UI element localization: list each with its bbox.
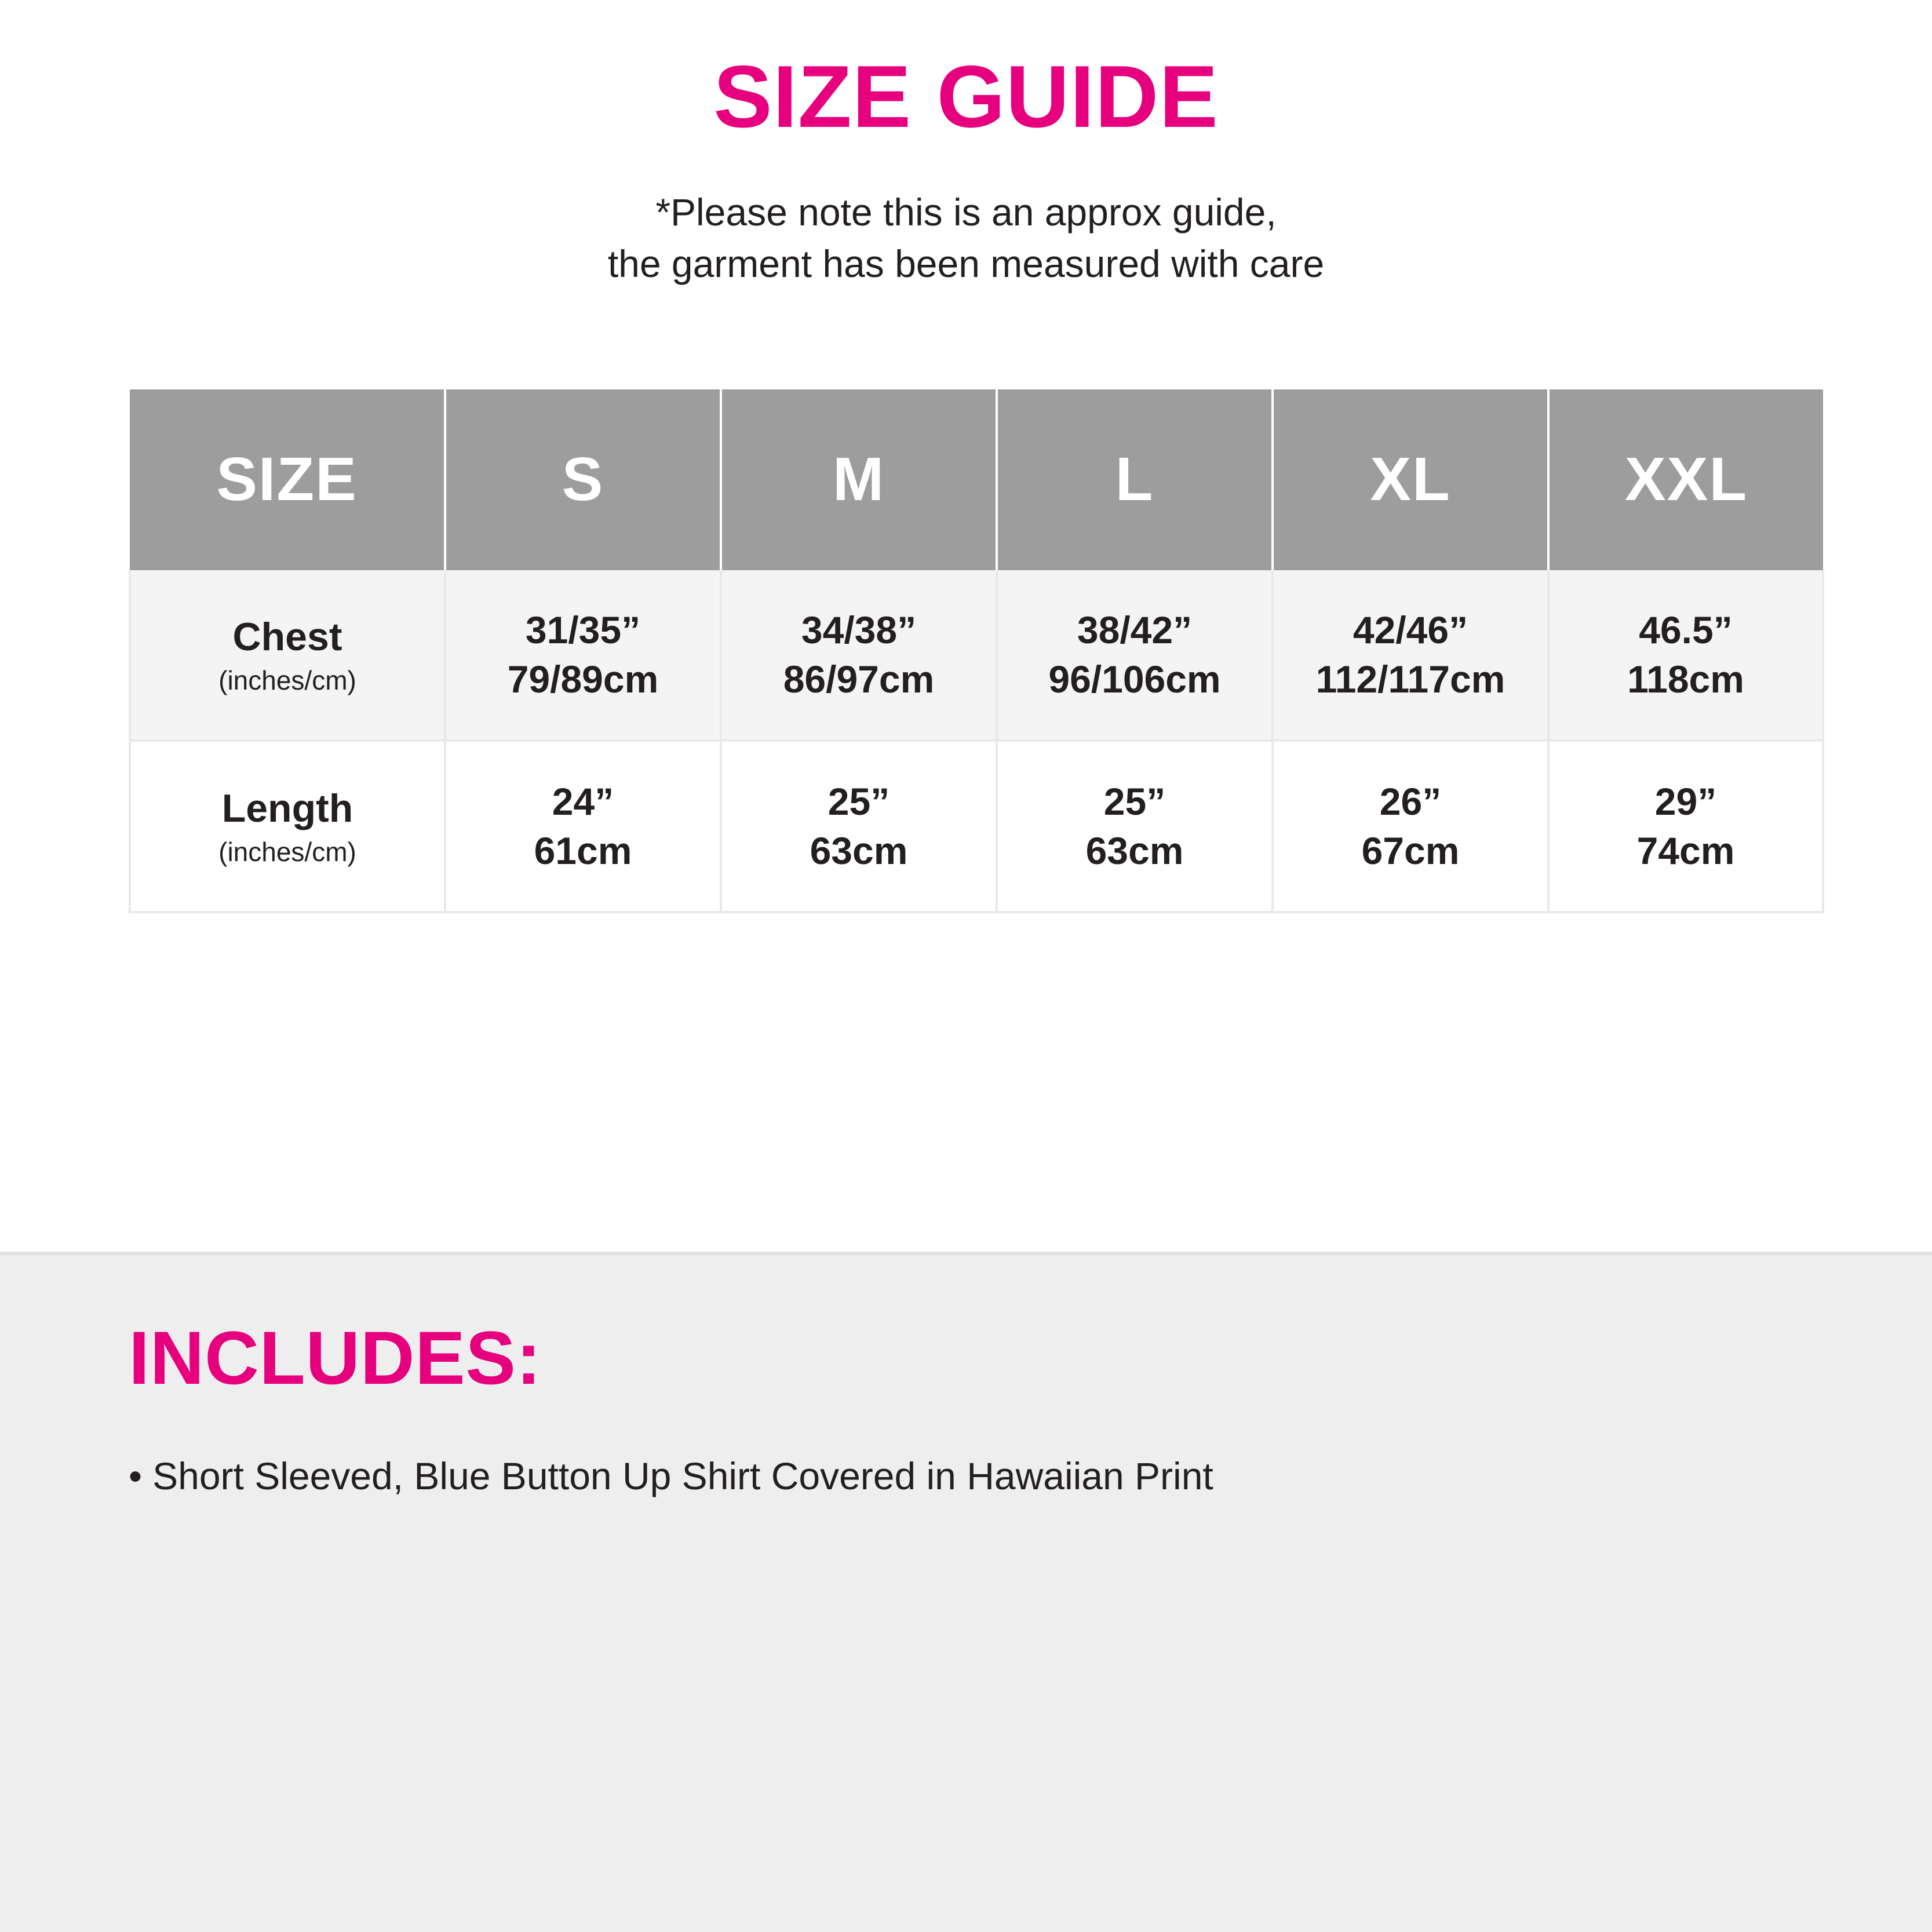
cell-length-xxl [1548,741,1823,912]
note-line-1: *Please note this is an approx guide, [655,190,1277,234]
cell-length-xl [1273,741,1548,912]
cell-chest-m [721,570,997,741]
row-label-length-main: Length [221,786,353,830]
row-label-chest-main: Chest [232,614,342,659]
cell-chest-s [445,570,721,741]
approx-guide-note [0,187,1932,290]
includes-section [0,1252,1932,1932]
cell-length-xl-cm: 67cm [1361,829,1460,872]
row-label-chest-units: (inches/cm) [218,665,356,695]
cell-chest-xxl-inches: 46.5” [1639,608,1733,652]
row-label-length-units: (inches/cm) [218,836,356,867]
column-header-xl: XL [1273,389,1548,570]
column-header-size: SIZE [130,389,445,570]
cell-length-xl-inches: 26” [1379,780,1442,823]
includes-title: INCLUDES: [129,1315,542,1400]
row-label-chest [130,570,445,741]
cell-length-m [721,741,997,912]
list-item-label: Short Sleeved, Blue Button Up Shirt Covered in Hawaiian Print [152,1455,1213,1497]
table-header-row [130,389,1823,570]
cell-chest-l-inches: 38/42” [1077,608,1193,652]
cell-chest-m-cm: 86/97cm [783,657,935,701]
cell-length-s-cm: 61cm [534,829,632,872]
size-table-wrapper [129,389,1803,913]
cell-chest-l-cm: 96/106cm [1048,657,1221,701]
cell-length-s [445,741,721,912]
cell-length-xxl-inches: 29” [1654,780,1717,823]
includes-list [0,1452,1932,1501]
cell-chest-xl-cm: 112/117cm [1315,657,1505,701]
cell-length-l [997,741,1273,912]
note-line-2: the garment has been measured with care [607,242,1325,285]
table-row-chest [130,570,1823,741]
cell-chest-s-cm: 79/89cm [507,657,659,701]
cell-length-l-cm: 63cm [1085,829,1184,872]
cell-chest-xl [1273,570,1548,741]
cell-chest-m-inches: 34/38” [801,608,917,652]
cell-chest-l [997,570,1273,741]
bullet-icon: • [129,1455,143,1497]
cell-chest-xxl [1548,570,1823,741]
cell-chest-xxl-cm: 118cm [1627,657,1744,701]
column-header-m: M [721,389,997,570]
page-title: SIZE GUIDE [713,48,1219,146]
table-row-length [130,741,1823,912]
list-item [129,1452,1932,1501]
cell-length-l-inches: 25” [1103,780,1166,823]
column-header-xxl: XXL [1624,445,1748,514]
column-header-l: L [997,389,1273,570]
cell-length-s-inches: 24” [552,780,614,823]
row-label-length [130,741,445,912]
cell-length-m-cm: 63cm [810,829,908,872]
size-table-head [130,389,1823,570]
size-table [129,389,1824,913]
cell-chest-xl-inches: 42/46” [1353,608,1468,652]
cell-length-m-inches: 25” [828,780,890,823]
column-header-s: S [445,389,721,570]
cell-length-xxl-cm: 74cm [1636,829,1735,872]
cell-chest-s-inches: 31/35” [525,608,641,652]
size-table-body [130,570,1823,912]
